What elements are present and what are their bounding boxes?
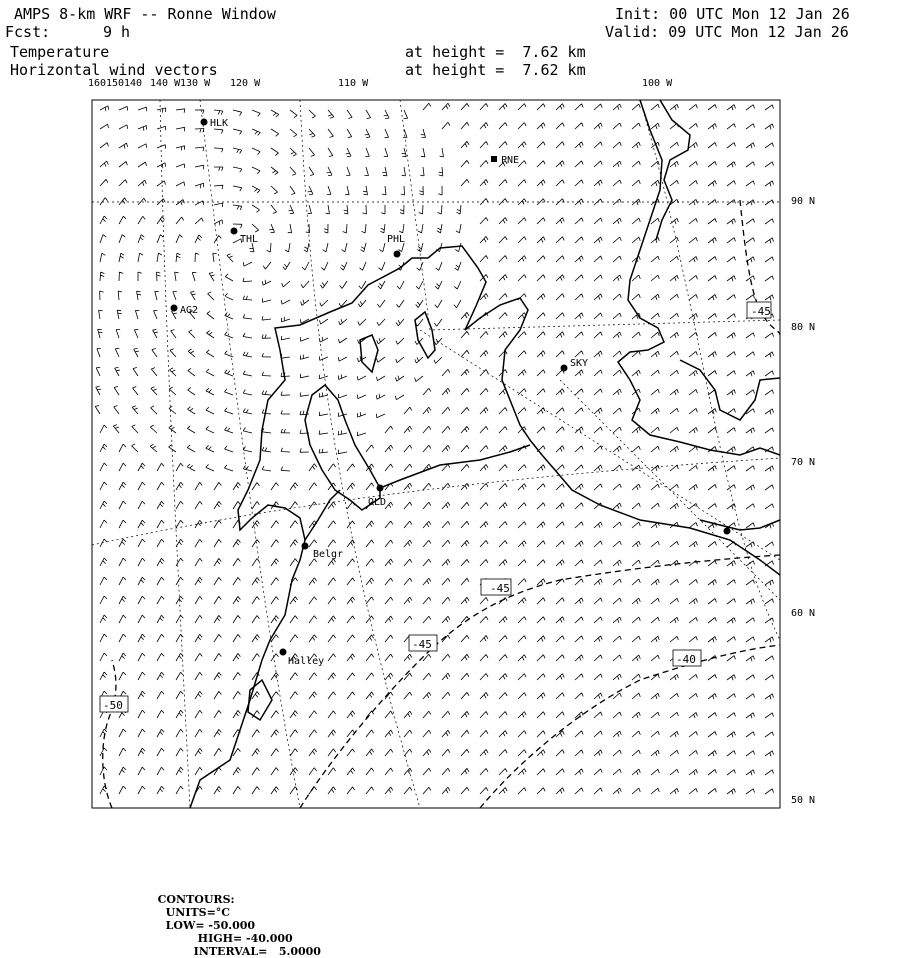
station-markers <box>171 119 731 656</box>
contour-info-footer <box>150 880 321 958</box>
station-label-ag2: AG2 <box>180 305 199 316</box>
lon-label-160: 160 <box>88 78 107 89</box>
graticule <box>92 100 780 808</box>
lon-label-100w: 100 W <box>642 78 673 89</box>
lat-label-60n: 60 N <box>791 608 816 619</box>
station-label-pne: PNE <box>501 155 520 166</box>
field-temperature-label: Temperature <box>10 43 110 61</box>
station-dot-ag2 <box>171 305 178 312</box>
contour-label-n45-south: -45 <box>412 638 432 651</box>
footer-units: UNITS=°C <box>165 906 231 919</box>
station-label-belgr: Belgr <box>313 549 344 560</box>
lon-label-110w: 110 W <box>338 78 369 89</box>
footer-low: LOW= -50.000 <box>165 919 256 932</box>
contour-label-n40: -40 <box>676 653 696 666</box>
station-dot-hlk <box>201 119 208 126</box>
station-dot-phl <box>394 251 401 258</box>
station-label-thl: THL <box>240 234 259 245</box>
footer-high: HIGH= -40.000 <box>197 932 293 945</box>
station-label-old: OLD <box>368 497 387 508</box>
contour-label-n45-east: -45 <box>751 305 771 318</box>
station-dot-pne <box>491 156 497 162</box>
height-temperature: at height = 7.62 km <box>405 43 586 61</box>
lat-label-50n: 50 N <box>791 795 816 806</box>
station-label-phl: PHL <box>387 234 406 245</box>
station-dot-belgr <box>302 543 309 550</box>
station-label-sky: SKY <box>570 358 589 369</box>
lon-label-120w: 120 W <box>230 78 261 89</box>
lon-label-140w: 140 W <box>150 78 181 89</box>
temperature-contours <box>103 200 780 808</box>
forecast-value: 9 h <box>103 23 131 41</box>
station-dot-old <box>377 485 384 492</box>
footer-interval: INTERVAL= 5.0000 <box>193 945 321 958</box>
init-time: Init: 00 UTC Mon 12 Jan 26 <box>615 5 850 23</box>
map-frame <box>92 100 780 808</box>
contour-label-n50: -50 <box>103 699 123 712</box>
height-wind: at height = 7.62 km <box>405 61 586 79</box>
station-label-halley: Halley <box>288 656 325 667</box>
lat-label-80n: 80 N <box>791 322 816 333</box>
footer-contours: CONTOURS: <box>157 893 235 906</box>
wind-vector-field <box>95 103 773 794</box>
lon-label-140: 140 <box>124 78 143 89</box>
field-wind-label: Horizontal wind vectors <box>10 61 218 79</box>
wind-barbs <box>95 103 773 794</box>
station-dot-unnamed <box>724 528 731 535</box>
lon-label-130w: 130 W <box>180 78 211 89</box>
valid-time: Valid: 09 UTC Mon 12 Jan 26 <box>605 23 849 41</box>
coastlines <box>190 100 780 808</box>
lat-label-90n: 90 N <box>791 196 816 207</box>
station-dot-sky <box>561 365 568 372</box>
forecast-label: Fcst: <box>5 23 51 41</box>
lon-label-150: 150 <box>106 78 125 89</box>
station-label-hlk: HLK <box>210 118 229 129</box>
station-dot-halley <box>280 649 287 656</box>
map-title: AMPS 8-km WRF -- Ronne Window <box>14 5 276 23</box>
lat-label-70n: 70 N <box>791 457 816 468</box>
contour-label-n45-mid: -45 <box>490 582 510 595</box>
station-dot-thl <box>231 228 238 235</box>
